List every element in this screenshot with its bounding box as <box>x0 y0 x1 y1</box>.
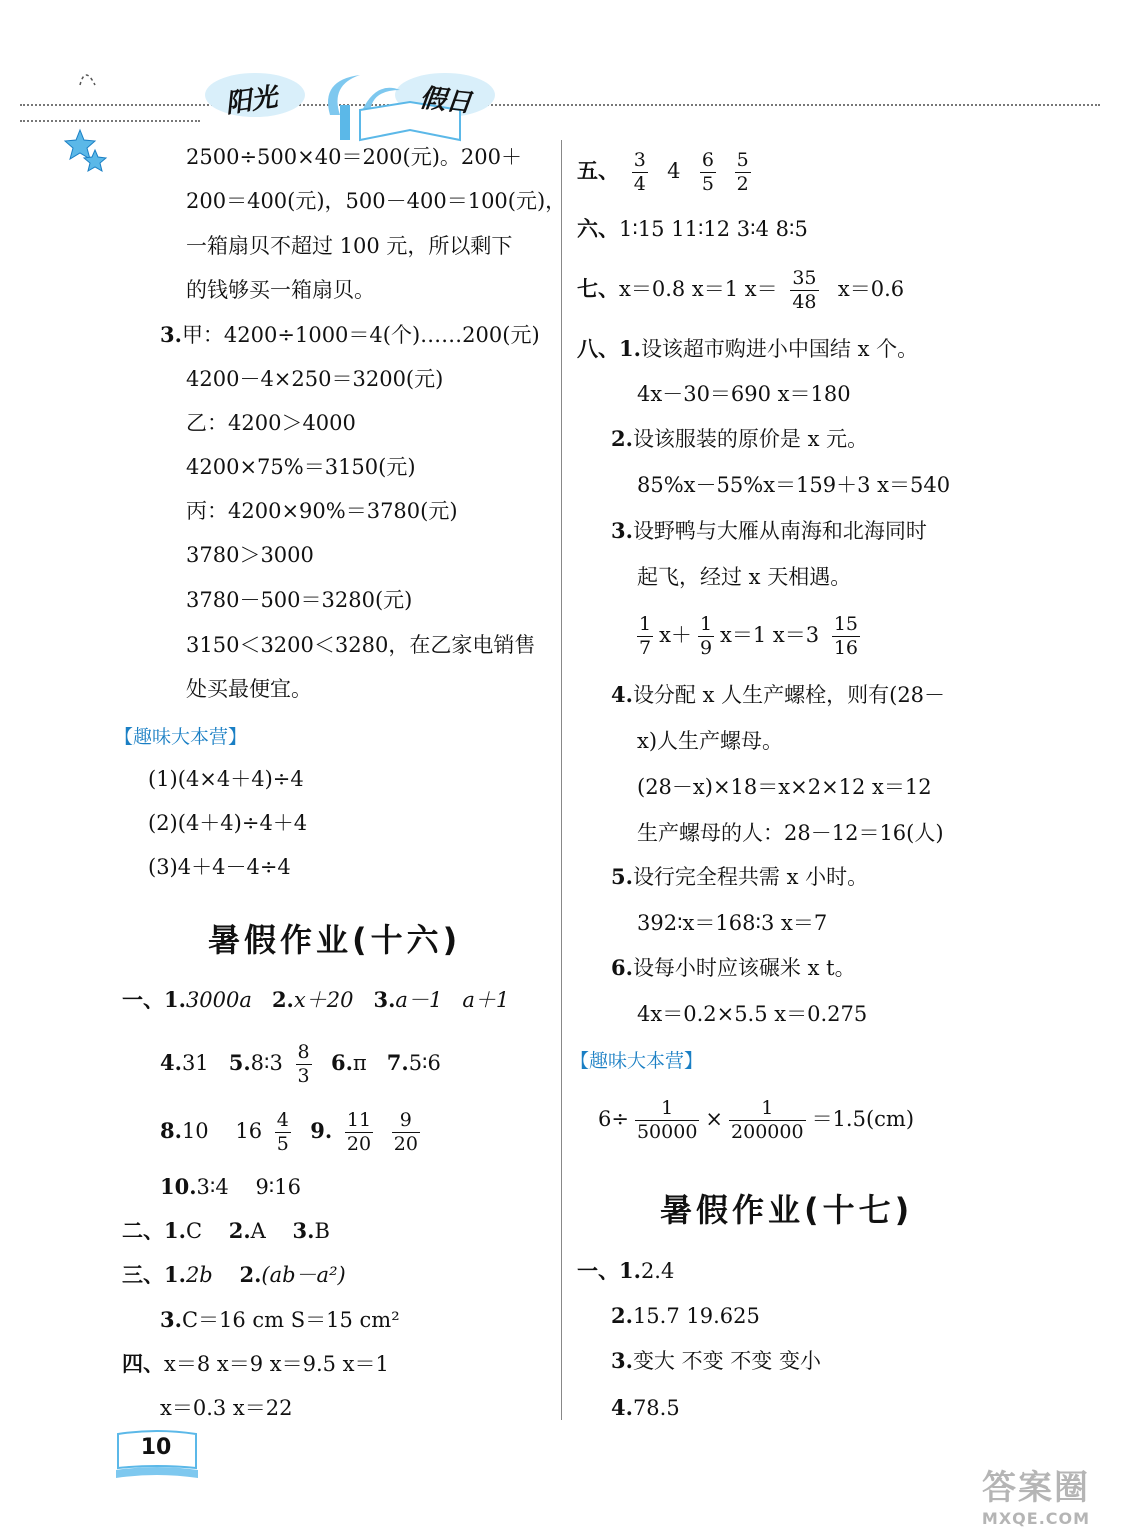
banner-decoration <box>60 55 520 195</box>
row-ba-6: 6.设每小时应该碾米 x t。 <box>611 955 856 980</box>
left-item-3 <box>160 320 540 350</box>
fraction: $\frac{35}{48}$ <box>792 267 817 313</box>
row-ba-4-ans: 生产螺母的人：28－12＝16(人) <box>637 821 944 845</box>
section-title-16: 暑假作业(十六) <box>208 921 462 959</box>
row-ba-1-eq: 4x－30＝690 x＝180 <box>637 382 851 406</box>
row-si: 四、x＝8 x＝9 x＝9.5 x＝1 <box>122 1351 389 1376</box>
row-ba-4-eq: (28－x)×18＝x×2×12 x＝12 <box>637 775 932 799</box>
row-t1: 一、1.2.4 <box>577 1258 675 1283</box>
row-1-3: 一、1.3000a 2.x＋20 3.a－1 a＋1 <box>122 987 510 1012</box>
section-title-17: 暑假作业(十七) <box>660 1191 914 1229</box>
fraction: $\frac{1}{200000}$ <box>731 1097 804 1143</box>
row-t3: 3.变大 不变 不变 变小 <box>611 1348 821 1373</box>
left-line-8: 4200×75%＝3150(元) <box>186 455 416 479</box>
left-line-11: 3780－500＝3280(元) <box>186 588 413 612</box>
left-line-10: 3780＞3000 <box>186 543 314 567</box>
row-qi: 七、x＝0.8 x＝1 x＝ $\frac{35}{48}$ x＝0.6 <box>577 267 905 313</box>
left-line-1: 2500÷500×40＝200(元)。200＋ <box>186 145 522 169</box>
fun-answer-3: (3)4＋4－4÷4 <box>148 855 291 879</box>
row-10: 10.3∶4 9∶16 <box>160 1174 301 1199</box>
left-line-3: 一箱扇贝不超过 100 元，所以剩下 <box>186 234 513 258</box>
fraction: $\frac{4}{5}$ <box>276 1109 289 1155</box>
watermark-logo-text: 答案圈 <box>982 1468 1090 1508</box>
item-number: 3. <box>160 322 182 347</box>
row-ba-1: 八、1.设该超市购进小中国结 x 个。 <box>577 336 919 361</box>
row-wu: 五、 $\frac{3}{4}$ 4 $\frac{6}{5}$ $\frac{5}{2}$ <box>577 149 749 195</box>
banner-text-right: 假日 <box>418 83 474 119</box>
row-liu: 六、1∶15 11∶12 3∶4 8∶5 <box>577 216 808 241</box>
row-ba-2: 2.设该服装的原价是 x 元。 <box>611 426 869 451</box>
left-line-7: 乙：4200＞4000 <box>186 411 356 435</box>
fraction: $\frac{9}{20}$ <box>393 1109 418 1155</box>
left-line-9: 丙：4200×90%＝3780(元) <box>186 499 458 523</box>
left-line-5: 甲：4200÷1000＝4(个)……200(元) <box>181 323 540 347</box>
fun-answer-right: 6÷ $\frac{1}{50000}$ × $\frac{1}{200000}$ ＝1.5(cm) <box>598 1097 915 1143</box>
row-si-2: x＝0.3 x＝22 <box>160 1396 293 1420</box>
row-t2: 2.15.7 19.625 <box>611 1303 760 1328</box>
row-ba-3: 3.设野鸭与大雁从南海和北海同时 <box>611 518 927 543</box>
watermark-url: MXQE.COM <box>981 1509 1091 1528</box>
row-ba-3b: 起飞，经过 x 天相遇。 <box>637 565 852 589</box>
row-san: 三、1.2b 2.(ab－a²) <box>122 1262 346 1287</box>
fraction: $\frac{5}{2}$ <box>736 149 749 195</box>
left-line-12: 3150＜3200＜3280，在乙家电销售 <box>186 633 536 657</box>
row-er: 二、1.C 2.A 3.B <box>122 1218 330 1243</box>
fraction: $\frac{1}{9}$ <box>699 613 713 659</box>
row-ba-2-eq: 85%x－55%x＝159＋3 x＝540 <box>637 473 951 497</box>
fraction: $\frac{6}{5}$ <box>701 149 714 195</box>
left-line-13: 处买最便宜。 <box>186 677 312 701</box>
fraction: $\frac{1}{7}$ <box>639 613 652 659</box>
column-divider <box>561 140 562 1420</box>
row-4-7: 4.31 5.8∶3 $\frac{8}{3}$ 6.π 7.5∶6 <box>160 1041 441 1087</box>
fun-section-tag-left: 【趣味大本营】 <box>114 726 248 748</box>
row-ba-4b: x)人生产螺母。 <box>637 729 784 753</box>
watermark <box>961 1460 1111 1528</box>
fun-answer-2: (2)(4＋4)÷4＋4 <box>148 811 308 835</box>
fraction: $\frac{15}{16}$ <box>833 613 858 659</box>
row-8-9: 8.10 16 $\frac{4}{5}$ 9. $\frac{11}{20}$ $\frac{9}{20}$ <box>160 1109 418 1155</box>
row-t4: 4.78.5 <box>611 1395 680 1420</box>
left-line-6: 4200－4×250＝3200(元) <box>186 367 444 391</box>
left-line-4: 的钱够买一箱扇贝。 <box>186 278 375 302</box>
fraction: $\frac{1}{50000}$ <box>636 1097 698 1143</box>
row-ba-5: 5.设行完全程共需 x 小时。 <box>611 864 869 889</box>
fraction: $\frac{8}{3}$ <box>297 1041 310 1087</box>
row-ba-3-eq: $\frac{1}{7}$ x＋ $\frac{1}{9}$ x＝1 x＝3 $\frac{15}{16}$ <box>639 613 858 659</box>
fraction: $\frac{3}{4}$ <box>633 149 646 195</box>
row-san-3: 3.C＝16 cm S＝15 cm² <box>160 1307 400 1332</box>
fun-section-tag-right: 【趣味大本营】 <box>570 1050 704 1072</box>
fun-answer-1: (1)(4×4＋4)÷4 <box>148 767 304 791</box>
banner-text-left: 阳光 <box>223 82 280 120</box>
row-ba-4: 4.设分配 x 人生产螺栓，则有(28－ <box>611 682 946 707</box>
left-line-2: 200＝400(元)，500－400＝100(元)， <box>186 189 567 213</box>
row-ba-5-eq: 392∶x＝168∶3 x＝7 <box>637 911 828 935</box>
fraction: $\frac{11}{20}$ <box>346 1109 372 1155</box>
page-number: 10 <box>140 1435 172 1460</box>
row-ba-6-eq: 4x＝0.2×5.5 x＝0.275 <box>637 1002 868 1026</box>
